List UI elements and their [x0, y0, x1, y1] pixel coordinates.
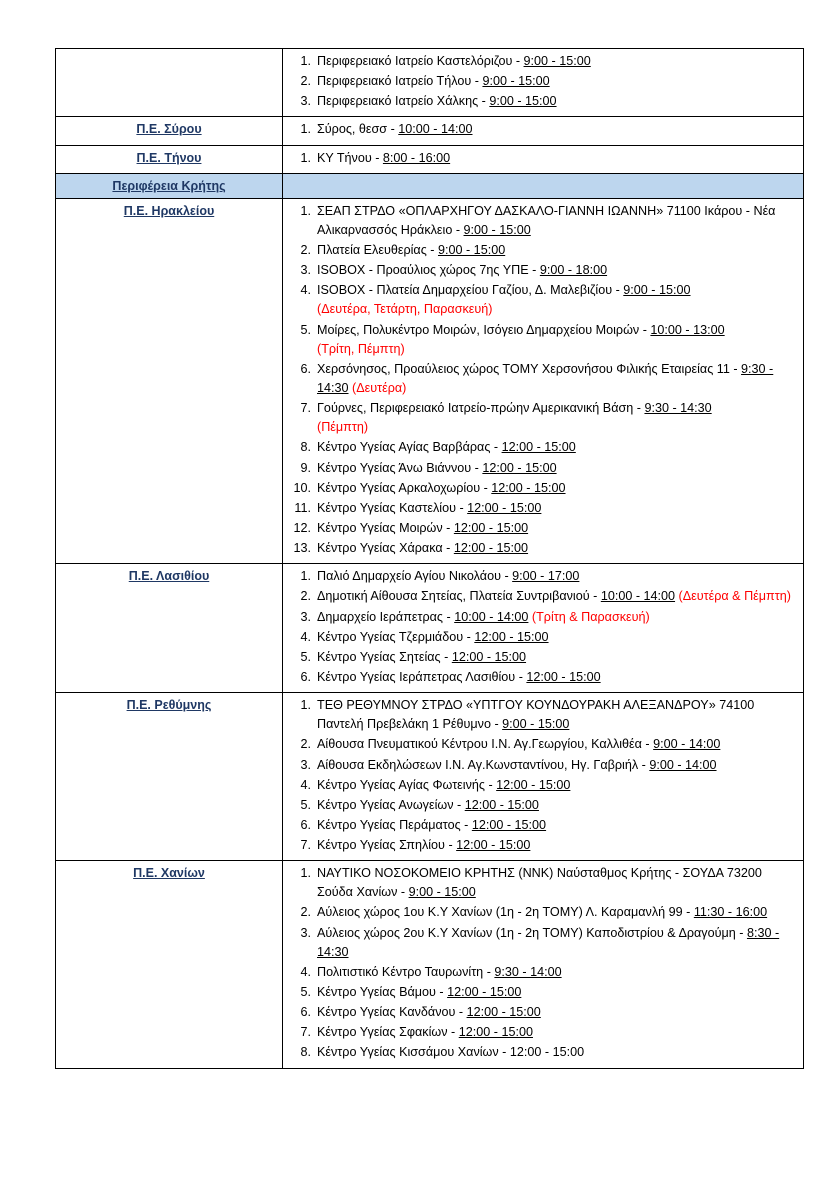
table-row — [56, 117, 804, 145]
table-row — [56, 564, 804, 693]
site-name: Κέντρο Υγείας Σπηλίου - — [317, 838, 457, 853]
site-name: Κέντρο Υγείας Καστελίου - — [317, 500, 468, 515]
table-row — [56, 145, 804, 173]
list-item — [317, 963, 799, 982]
list-item — [317, 438, 799, 457]
list-item — [317, 1043, 799, 1062]
list-item — [317, 479, 799, 498]
site-name: Κέντρο Υγείας Βάμου - — [317, 985, 448, 1000]
site-time: 9:00 - 15:00 — [482, 74, 550, 89]
list-item — [317, 72, 799, 91]
site-name: Κέντρο Υγείας Αρκαλοχωρίου - — [317, 480, 492, 495]
list-item — [317, 459, 799, 478]
site-name: ΤΕΘ ΡΕΘΥΜΝΟΥ ΣΤΡΔΟ «ΥΠΤΓΟΥ ΚΟΥΝΔΟΥΡΑΚΗ ΑΛΕΞΑΝΔΡΟΥ» 74100 Παντελή Πρεβελάκη 1 Ρέθυμνο - — [317, 698, 755, 732]
site-time: 12:00 - 15:00 — [453, 541, 529, 556]
site-time: 12:00 - 15:00 — [456, 838, 531, 853]
site-time: 12:00 - 15:00 — [467, 500, 542, 515]
site-name: Αίθουσα Εκδηλώσεων Ι.Ν. Αγ.Κωνσταντίνου, Ηγ. Γαβριήλ - — [317, 757, 650, 772]
site-name: Κέντρο Υγείας Σφακίων - — [317, 1025, 459, 1040]
site-note: (Τρίτη & Παρασκευή) — [531, 609, 650, 624]
list-item — [317, 261, 799, 280]
site-name: Δημοτική Αίθουσα Σητείας, Πλατεία Συντριβανιού - — [317, 589, 601, 604]
site-time: 12:00 - 15:00 — [496, 777, 571, 792]
site-time: 12:00 - 15:00 — [464, 797, 539, 812]
list-item — [317, 120, 799, 139]
site-time: 8:30 - 14:30 — [317, 925, 780, 959]
list-item — [317, 1023, 799, 1042]
section-header-label: Περιφέρεια Κρήτης — [112, 178, 226, 193]
site-time: 12:00 - 15:00 — [453, 520, 529, 535]
list-item — [317, 321, 799, 359]
site-name: ΚΥ Τήνου - — [317, 150, 383, 165]
sites-list — [287, 696, 799, 855]
site-name: Σύρος, θεσσ - — [317, 122, 399, 137]
site-name: Κέντρο Υγείας Περάματος - — [317, 817, 472, 832]
site-name: Κέντρο Υγείας Σητείας - — [317, 649, 452, 664]
site-time: 9:00 - 15:00 — [437, 242, 506, 257]
sites-cell — [283, 693, 804, 861]
site-note: (Πέμπτη) — [317, 420, 369, 435]
region-label: Π.Ε. Τήνου — [136, 150, 202, 165]
sites-cell — [283, 564, 804, 693]
region-cell-syros — [56, 117, 283, 145]
table-row — [56, 861, 804, 1068]
site-name: Περιφερειακό Ιατρείο Τήλου - — [317, 74, 483, 89]
site-name: Κέντρο Υγείας Μοιρών - — [317, 520, 454, 535]
sites-list — [287, 52, 799, 111]
region-cell — [56, 49, 283, 117]
site-time: 12:00 - 15:00 — [474, 629, 549, 644]
site-name: Γούρνες, Περιφερειακό Ιατρείο-πρώην Αμερικανική Βάση - — [317, 401, 645, 416]
sites-cell — [283, 117, 804, 145]
site-time: 9:00 - 14:00 — [653, 737, 721, 752]
site-time: 12:00 - 15:00 — [458, 1025, 533, 1040]
site-time: 8:00 - 16:00 — [382, 150, 451, 165]
site-name: Κέντρο Υγείας Ιεράπετρας Λασιθίου - — [317, 669, 527, 684]
site-time: 9:00 - 15:00 — [623, 283, 691, 298]
list-item — [317, 628, 799, 647]
list-item — [317, 539, 799, 558]
site-name: Κέντρο Υγείας Αγίας Βαρβάρας - — [317, 440, 502, 455]
list-item — [317, 52, 799, 71]
site-time: 9:00 - 15:00 — [502, 717, 570, 732]
site-name: Κέντρο Υγείας Ανωγείων - — [317, 797, 465, 812]
table-row — [56, 198, 804, 564]
list-item — [317, 903, 799, 922]
site-time: 9:00 - 15:00 — [489, 94, 557, 109]
region-label: Π.Ε. Ηρακλείου — [123, 203, 215, 218]
list-item — [317, 983, 799, 1002]
list-item — [317, 360, 799, 398]
list-item — [317, 241, 799, 260]
list-item — [317, 149, 799, 168]
sites-list — [287, 120, 799, 139]
region-cell-tinos — [56, 145, 283, 173]
site-time: 9:00 - 15:00 — [523, 54, 591, 68]
list-item — [317, 499, 799, 518]
site-time: 9:00 - 15:00 — [463, 222, 531, 237]
site-name: ΣΕΑΠ ΣΤΡΔΟ «ΟΠΛΑΡΧΗΓΟΥ ΔΑΣΚΑΛΟ-ΓΙΑΝΝΗ ΙΩΑΝΝΗ» 71100 Ικάρου - Νέα Αλικαρνασσός Ηράκλειο - — [317, 203, 776, 237]
list-item — [317, 281, 799, 319]
list-item — [317, 816, 799, 835]
site-name: Κέντρο Υγείας Κισσάμου — [317, 1045, 458, 1060]
site-name: Πλατεία Ελευθερίας - — [317, 242, 438, 257]
site-time: 9:00 - 14:00 — [649, 757, 717, 772]
site-note: (Δευτέρα, Τετάρτη, Παρασκευή) — [317, 302, 493, 317]
list-item — [317, 796, 799, 815]
sites-list — [287, 864, 799, 1062]
list-item — [317, 399, 799, 437]
sites-list — [287, 202, 799, 559]
site-time: 12:00 - 15:00 — [491, 480, 566, 495]
site-time: 9:00 - 17:00 — [512, 569, 580, 584]
list-item — [317, 567, 799, 586]
sites-list — [287, 149, 799, 168]
site-note: (Δευτέρα) — [352, 380, 407, 395]
list-item — [317, 519, 799, 538]
site-name: Κέντρο Υγείας Τζερμιάδου - — [317, 629, 475, 644]
sites-cell — [283, 145, 804, 173]
list-item — [317, 648, 799, 667]
region-label: Π.Ε. Χανίων — [133, 866, 205, 881]
site-time: 12:00 - 15:00 — [466, 1005, 541, 1020]
list-item — [317, 1003, 799, 1022]
site-name: Παλιό Δημαρχείο Αγίου Νικολάου - — [317, 569, 513, 584]
site-time: 9:00 - 15:00 — [408, 885, 476, 900]
site-time: 9:30 - 14:30 — [317, 361, 774, 395]
list-item — [317, 776, 799, 795]
list-item — [317, 587, 799, 606]
region-cell-chanion — [56, 861, 283, 1068]
list-item — [317, 924, 799, 962]
site-note: (Τρίτη, Πέμπτη) — [317, 341, 405, 356]
list-item — [317, 92, 799, 111]
site-name: Μοίρες, Πολυκέντρο Μοιρών, Ισόγειο Δημαρχείου Μοιρών - — [317, 322, 651, 337]
region-cell-irakleiou — [56, 198, 283, 564]
site-name: ISOBOX - Προαύλιος χώρος 7ης ΥΠΕ - — [317, 263, 540, 278]
site-name: Αύλειος χώρος 1ου Κ.Υ Χανίων (1η - 2η ΤΟΜΥ) Λ. Καραμανλή 99 - — [317, 905, 694, 920]
site-time: 12:00 - 15:00 — [482, 460, 557, 475]
site-name: ΝΑΥΤΙΚΟ ΝΟΣΟΚΟΜΕΙΟ ΚΡΗΤΗΣ (ΝΝΚ) Ναύσταθμος Κρήτης - ΣΟΥΔΑ 73200 Σούδα Χανίων - — [317, 866, 762, 900]
site-name: Κέντρο Υγείας Άνω Βιάννου - — [317, 460, 483, 475]
region-cell-lasithiou — [56, 564, 283, 693]
section-header-empty-cell — [283, 173, 804, 198]
site-time: 9:00 - 18:00 — [539, 263, 608, 278]
site-name: Αίθουσα Πνευματικού Κέντρου Ι.Ν. Αγ.Γεωργίου, Καλλιθέα - — [317, 737, 654, 752]
site-time: 10:00 - 13:00 — [650, 322, 725, 337]
site-time: 11:30 - 16:00 — [693, 905, 768, 920]
list-item — [317, 696, 799, 734]
site-time: 9:30 - 14:30 — [644, 401, 712, 416]
site-name: Αύλειος χώρος 2ου Κ.Υ Χανίων (1η - 2η ΤΟΜΥ) Καποδιστρίου & Δραγούμη - — [317, 925, 747, 940]
vaccination-sites-table — [55, 48, 804, 1069]
site-time: 9:30 - 14:00 — [494, 964, 562, 979]
sites-cell — [283, 49, 804, 117]
list-item — [317, 756, 799, 775]
section-header-cell — [56, 173, 283, 198]
site-time: 12:00 - 15:00 — [451, 649, 527, 664]
region-cell-rethymnis — [56, 693, 283, 861]
list-item — [317, 836, 799, 855]
region-label: Π.Ε. Ρεθύμνης — [126, 698, 212, 713]
site-time: 12:00 - 15:00 — [447, 985, 522, 1000]
site-note: (Δευτέρα & Πέμπτη) — [678, 589, 791, 604]
site-time: 10:00 - 14:00 — [398, 122, 473, 137]
site-time: 10:00 - 14:00 — [600, 589, 676, 604]
site-time: 12:00 - 15:00 — [501, 440, 576, 455]
table-row — [56, 49, 804, 117]
site-name: Κέντρο Υγείας Χάρακα - — [317, 541, 454, 556]
site-name: Χερσόνησος, Προαύλειος χώρος ΤΟΜΥ Χερσονήσου Φιλικής Εταιρείας 11 - — [317, 361, 742, 376]
list-item — [317, 202, 799, 240]
site-name: ISOBOX - Πλατεία Δημαρχείου Γαζίου, Δ. Μαλεβιζίου - — [317, 283, 624, 298]
region-label: Π.Ε. Σύρου — [136, 122, 202, 137]
site-name: Πολιτιστικό Κέντρο Ταυρωνίτη - — [317, 964, 495, 979]
site-name: Κέντρο Υγείας Αγίας Φωτεινής - — [317, 777, 497, 792]
list-item — [317, 864, 799, 902]
list-item — [317, 735, 799, 754]
site-time: 10:00 - 14:00 — [454, 609, 529, 624]
site-time: 12:00 - 15:00 — [471, 817, 547, 832]
site-name: Περιφερειακό Ιατρείο Καστελόριζου - — [317, 54, 524, 68]
table-row — [56, 693, 804, 861]
site-time: 12:00 - 15:00 — [526, 669, 601, 684]
list-item — [317, 608, 799, 627]
sites-cell — [283, 861, 804, 1068]
sites-cell — [283, 198, 804, 564]
region-label: Π.Ε. Λασιθίου — [128, 569, 210, 584]
sites-list — [287, 567, 799, 687]
site-time: Χανίων - 12:00 - 15:00 — [457, 1045, 585, 1060]
site-name: Κέντρο Υγείας Κανδάνου - — [317, 1005, 467, 1020]
section-header-row — [56, 173, 804, 198]
site-name: Δημαρχείο Ιεράπετρας - — [317, 609, 455, 624]
list-item — [317, 668, 799, 687]
site-name: Περιφερειακό Ιατρείο Χάλκης - — [317, 94, 490, 109]
